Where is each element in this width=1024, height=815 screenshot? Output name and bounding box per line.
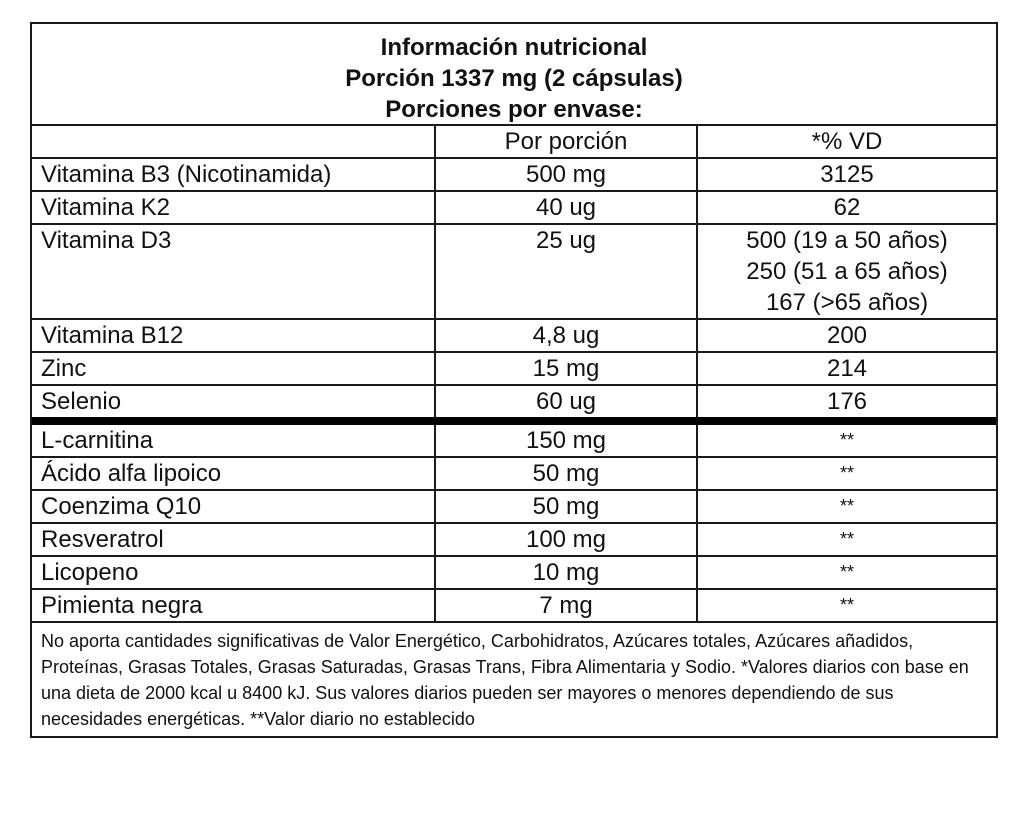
daily-value-percent (697, 191, 996, 224)
nutrient-name: Vitamina K2 (32, 191, 435, 224)
nutrient-name: Zinc (32, 352, 435, 385)
daily-value-percent (697, 352, 996, 385)
daily-value-percent (697, 158, 996, 191)
table-row (32, 421, 996, 457)
column-header-row (32, 126, 996, 158)
table-row (32, 490, 996, 523)
amount-per-serving: 4,8 ug (435, 319, 697, 352)
amount-per-serving: 40 ug (435, 191, 697, 224)
table-row (32, 352, 996, 385)
nutrient-name: Resveratrol (32, 523, 435, 556)
nutrient-name: Ácido alfa lipoico (32, 457, 435, 490)
amount-per-serving: 50 mg (435, 490, 697, 523)
nutrient-name: L-carnitina (32, 421, 435, 457)
table-row (32, 523, 996, 556)
table-row (32, 556, 996, 589)
serving-size: Porción 1337 mg (2 cápsulas) (345, 65, 683, 92)
daily-value-line: 200 (826, 322, 868, 349)
amount-per-serving: 100 mg (435, 523, 697, 556)
daily-value-not-established: ** (697, 556, 996, 589)
daily-value-line: 250 (51 a 65 años) (746, 258, 948, 285)
nutrient-column-header (32, 126, 435, 158)
nutrient-name: Pimienta negra (32, 589, 435, 621)
daily-value-percent (697, 319, 996, 352)
amount-per-serving: 7 mg (435, 589, 697, 621)
daily-value-column-header: *% VD (697, 126, 996, 158)
nutrient-name: Licopeno (32, 556, 435, 589)
nutrient-name: Vitamina B3 (Nicotinamida) (32, 158, 435, 191)
daily-value-not-established: ** (697, 490, 996, 523)
daily-value-line: 214 (826, 355, 868, 382)
amount-per-serving: 60 ug (435, 385, 697, 421)
table-row (32, 457, 996, 490)
amount-per-serving: 25 ug (435, 224, 697, 319)
table-row (32, 158, 996, 191)
amount-per-serving: 500 mg (435, 158, 697, 191)
daily-value-not-established: ** (697, 523, 996, 556)
nutrient-name: Coenzima Q10 (32, 490, 435, 523)
daily-value-percent (697, 224, 996, 319)
daily-value-line: 3125 (820, 161, 874, 188)
nutrition-facts-panel (30, 22, 998, 738)
table-row (32, 589, 996, 621)
nutrition-table (32, 126, 996, 621)
nutrient-name: Vitamina D3 (32, 224, 435, 319)
amount-per-serving: 150 mg (435, 421, 697, 457)
daily-value-not-established: ** (697, 421, 996, 457)
nutrient-name: Vitamina B12 (32, 319, 435, 352)
footnote: No aporta cantidades significativas de Valor Energético, Carbohidratos, Azúcares totales, Azúcares añadidos, Proteínas, Grasas Totales, Grasas Saturadas, Grasas Trans, Fibra Alimentaria y Sodio. *Valores diarios con base en una dieta de 2000 kcal u 8400 kJ. Sus valores diarios pueden ser mayores o menores dependiendo de sus necesidades energéticas. **Valor diario no establecido (32, 621, 996, 736)
daily-value-percent (697, 385, 996, 421)
panel-title: Información nutricional (380, 34, 648, 61)
daily-value-not-established: ** (697, 457, 996, 490)
panel-header (32, 24, 996, 126)
daily-value-not-established: ** (697, 589, 996, 621)
daily-value-line: 62 (833, 194, 861, 221)
table-row (32, 224, 996, 319)
table-row (32, 191, 996, 224)
amount-per-serving: 50 mg (435, 457, 697, 490)
nutrient-name: Selenio (32, 385, 435, 421)
daily-value-line: 500 (19 a 50 años) (746, 227, 948, 254)
amount-per-serving: 10 mg (435, 556, 697, 589)
per-serving-column-header: Por porción (435, 126, 697, 158)
servings-per-container: Porciones por envase: (385, 96, 643, 123)
daily-value-line: 167 (>65 años) (765, 289, 929, 316)
daily-value-line: 176 (826, 388, 868, 415)
table-row (32, 319, 996, 352)
table-row (32, 385, 996, 421)
amount-per-serving: 15 mg (435, 352, 697, 385)
